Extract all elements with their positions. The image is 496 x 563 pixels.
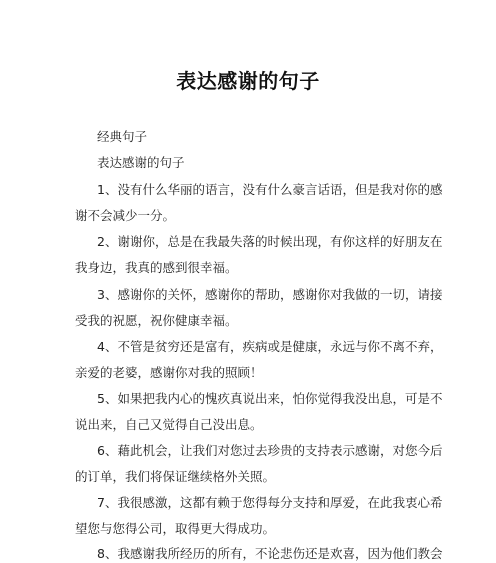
paragraph-line: 望您与您得公司，取得更大得成功。 [75, 521, 276, 536]
paragraph-line: 8、我感谢我所经历的所有，不论悲伤还是欢喜，因为他们教会 [97, 546, 443, 561]
subheading-classic: 经典句子 [97, 129, 148, 144]
paragraph-line: 我身边，我真的感到很幸福。 [75, 260, 238, 275]
paragraph-line: 受我的祝愿，祝你健康幸福。 [75, 313, 238, 328]
subheading-thanks: 表达感谢的句子 [97, 155, 185, 170]
paragraph-line: 6、藉此机会，让我们对您过去珍贵的支持表示感谢，对您今后 [97, 443, 443, 458]
paragraph-line: 说出来，自己又觉得自己没出息。 [75, 417, 263, 432]
paragraph-line: 2、谢谢你，总是在我最失落的时候出现，有你这样的好朋友在 [97, 234, 443, 249]
paragraph-line: 1、没有什么华丽的语言，没有什么豪言话语，但是我对你的感 [97, 182, 443, 197]
paragraph-line: 谢不会减少一分。 [75, 208, 176, 223]
paragraph-line: 4、不管是贫穷还是富有，疾病或是健康，永远与你不离不弃， [97, 339, 443, 354]
page-title: 表达感谢的句子 [176, 69, 320, 93]
paragraph-line: 5、如果把我内心的愧疚真说出来，怕你觉得我没出息，可是不 [97, 391, 443, 406]
paragraph-line: 亲爱的老婆，感谢你对我的照顾！ [75, 365, 263, 380]
paragraph-line: 3、感谢你的关怀，感谢你的帮助，感谢你对我做的一切，请接 [97, 287, 443, 302]
paragraph-line: 的订单，我们将保证继续格外关照。 [75, 469, 276, 484]
paragraph-line: 7、我很感激，这都有赖于您得每分支持和厚爱，在此我衷心希 [97, 495, 443, 510]
